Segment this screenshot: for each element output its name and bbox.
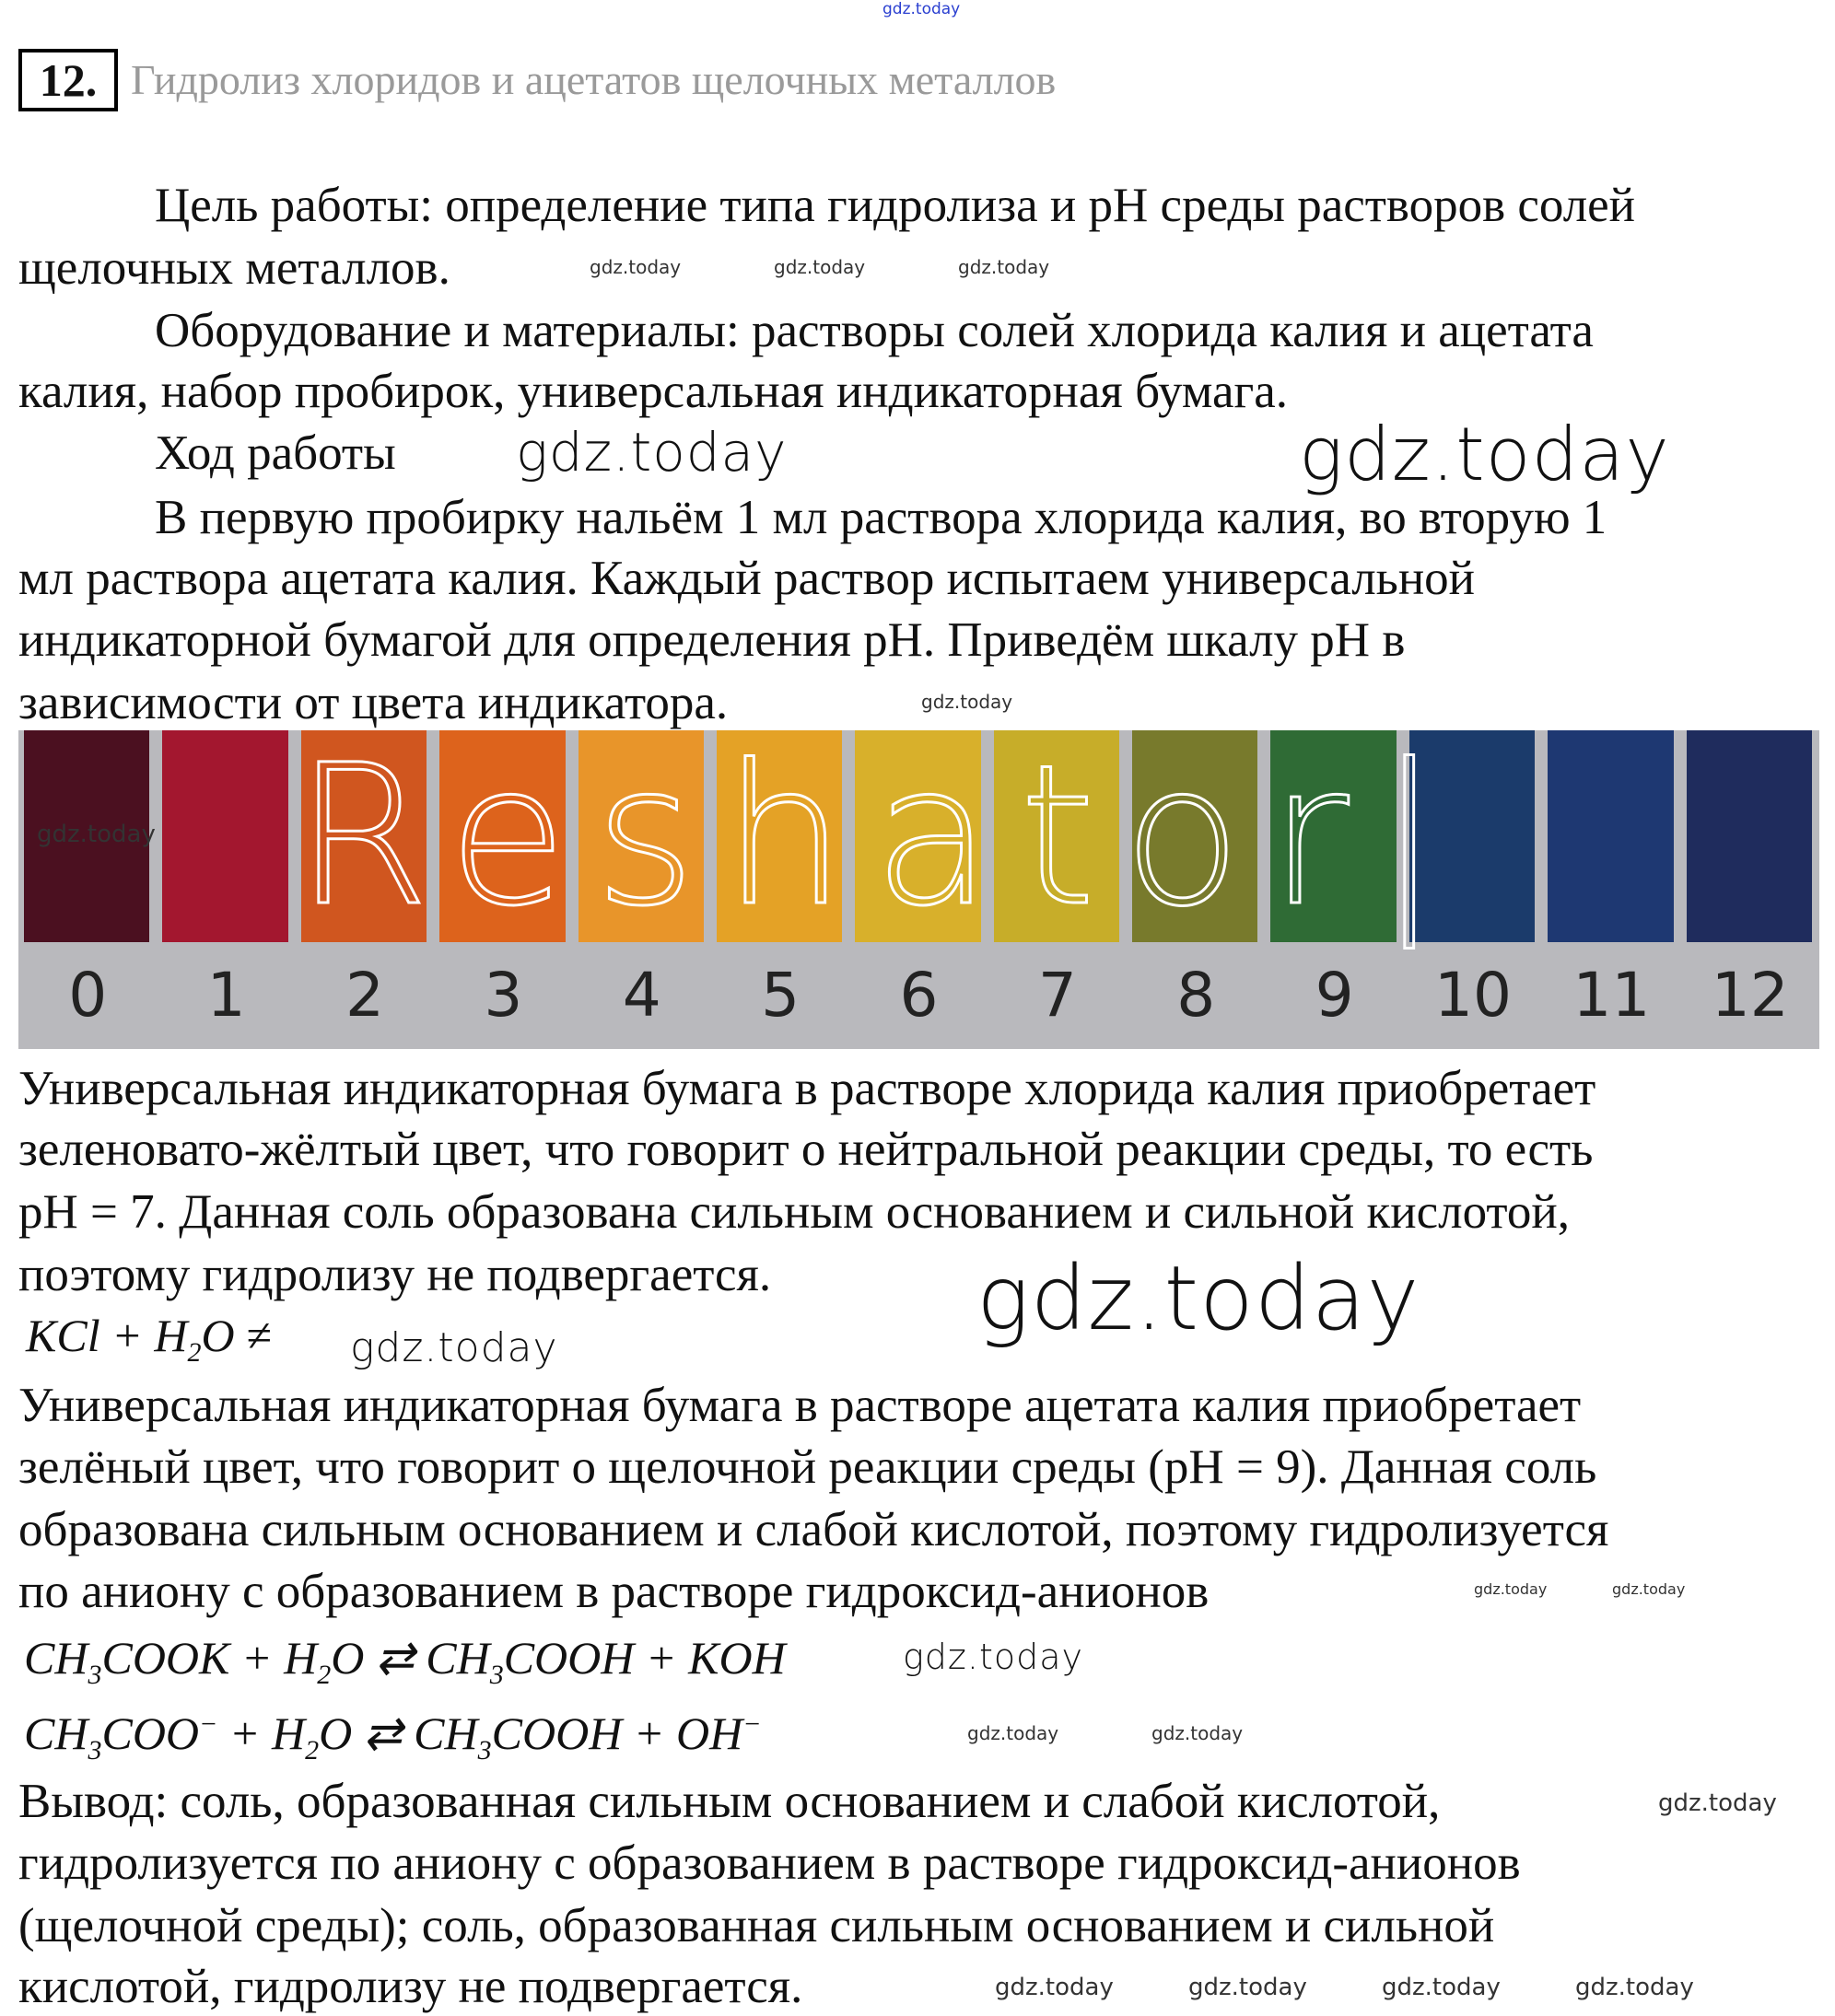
watermark-large: gdz.today: [350, 1324, 558, 1371]
watermark-large: gdz.today: [976, 1247, 1420, 1350]
text-line: зелёный цвет, что говорит о щелочной реакции среды (рН = 9). Данная соль: [18, 1440, 1597, 1494]
text-line: рН = 7. Данная соль образована сильным основанием и сильной кислотой,: [18, 1185, 1570, 1239]
text-line: Оборудование и материалы: растворы солей хлорида калия и ацетата: [155, 304, 1594, 357]
reshator-watermark-logo: Reshator|: [295, 730, 1469, 949]
watermark: gdz.today: [1658, 1789, 1777, 1817]
text-line: Ход работы: [155, 426, 396, 480]
ph-label: 1: [206, 960, 246, 1031]
text-line: щелочных металлов.: [18, 241, 450, 295]
watermark: gdz.today: [1575, 1974, 1694, 2001]
ph-label: 0: [68, 960, 108, 1031]
text-line: индикаторной бумагой для определения рН. Приведём шкалу рН в: [18, 613, 1406, 667]
watermark-top: gdz.today: [882, 0, 961, 18]
text-line: гидролизуется по аниону с образованием в растворе гидроксид-анионов: [18, 1836, 1521, 1890]
ph-label: 9: [1315, 960, 1354, 1031]
text-line: поэтому гидролизу не подвергается.: [18, 1248, 772, 1301]
watermark: gdz.today: [37, 821, 156, 848]
watermark: gdz.today: [995, 1974, 1114, 2001]
ph-label: 3: [484, 960, 523, 1031]
ph-color-bar: [1548, 730, 1673, 942]
watermark: gdz.today: [1612, 1580, 1686, 1598]
watermark: gdz.today: [1474, 1580, 1548, 1598]
ph-color-scale: [18, 730, 1819, 1049]
formula-acetate-molecular: $CH_3COOK + H_2O$ ⇄ $CH_3COOH$ + KOH: [24, 1632, 786, 1690]
ph-label: 6: [899, 960, 939, 1031]
watermark-large: gdz.today: [1299, 412, 1670, 497]
exercise-number: 12.: [18, 49, 118, 111]
text-line: В первую пробирку нальём 1 мл раствора хлорида калия, во вторую 1: [155, 491, 1607, 544]
watermark: gdz.today: [774, 256, 866, 278]
formula-acetate-ionic: $CH_3COO^- + H_2O$ ⇄ $CH_3COOH + OH^-$: [24, 1707, 762, 1765]
ph-label: 2: [345, 960, 384, 1031]
ph-label: 11: [1572, 960, 1651, 1031]
text-line: по аниону с образованием в растворе гидроксид-анионов: [18, 1565, 1210, 1618]
text-line: кислотой, гидролизу не подвергается.: [18, 1960, 803, 2013]
watermark-large: gdz.today: [903, 1637, 1083, 1677]
watermark-large: gdz.today: [516, 421, 788, 484]
text-line: Вывод: соль, образованная сильным основанием и слабой кислотой,: [18, 1775, 1441, 1828]
text-line: образована сильным основанием и слабой кислотой, поэтому гидролизуется: [18, 1503, 1609, 1556]
watermark: gdz.today: [921, 691, 1013, 713]
ph-label: 10: [1434, 960, 1513, 1031]
ph-color-bar: [1687, 730, 1812, 942]
ph-label: 8: [1176, 960, 1216, 1031]
watermark: gdz.today: [958, 256, 1050, 278]
text-line: зеленовато-жёлтый цвет, что говорит о нейтральной реакции среды, то есть: [18, 1123, 1594, 1176]
text-line: зависимости от цвета индикатора.: [18, 676, 729, 729]
watermark: gdz.today: [1188, 1974, 1307, 2001]
text-line: Цель работы: определение типа гидролиза и рН среды растворов солей: [155, 179, 1636, 232]
watermark: gdz.today: [1382, 1974, 1501, 2001]
watermark: gdz.today: [967, 1722, 1059, 1744]
ph-label: 5: [761, 960, 801, 1031]
ph-label: 4: [622, 960, 661, 1031]
ph-label: 12: [1711, 960, 1789, 1031]
watermark: gdz.today: [1151, 1722, 1244, 1744]
text-line: (щелочной среды); соль, образованная сильным основанием и сильной: [18, 1899, 1495, 1952]
formula-kcl: KCl + $H_2O$ ≠: [26, 1310, 272, 1368]
ph-label: 7: [1037, 960, 1077, 1031]
ph-color-bar: [162, 730, 287, 942]
text-line: Универсальная индикаторная бумага в растворе хлорида калия приобретает: [18, 1062, 1596, 1115]
text-line: калия, набор пробирок, универсальная индикаторная бумага.: [18, 365, 1289, 418]
text-line: Универсальная индикаторная бумага в растворе ацетата калия приобретает: [18, 1379, 1582, 1432]
page-title: Гидролиз хлоридов и ацетатов щелочных металлов: [131, 56, 1057, 103]
text-line: мл раствора ацетата калия. Каждый раствор испытаем универсальной: [18, 552, 1476, 605]
watermark: gdz.today: [590, 256, 682, 278]
